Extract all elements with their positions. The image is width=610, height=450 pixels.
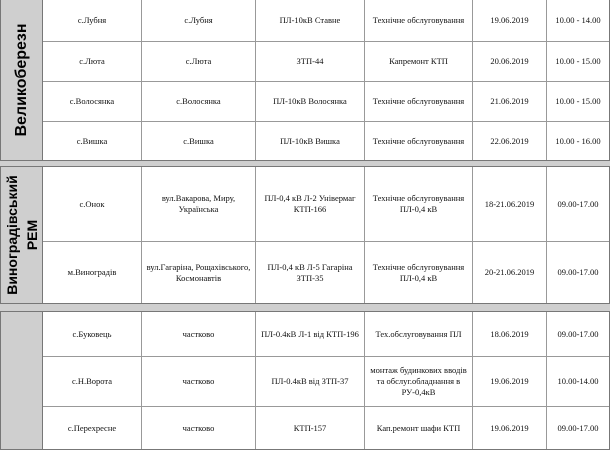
object-cell: ПЛ-10кВ Волосянка [255, 82, 364, 121]
object-cell: ПЛ-0,4 кВ Л-2 Універмаг КТП-166 [255, 167, 364, 241]
work-cell: Технічне обслуговування [364, 0, 472, 41]
time-cell: 09.00-17.00 [546, 407, 609, 449]
object-cell: КТП-157 [255, 407, 364, 449]
work-cell: Технічне обслуговування ПЛ-0,4 кВ [364, 167, 472, 241]
table-row [43, 81, 609, 121]
work-cell: Кап.ремонт шафи КТП [364, 407, 472, 449]
table-row [43, 41, 609, 81]
work-cell: Технічне обслуговування ПЛ-0,4 кВ [364, 242, 472, 303]
section-velykobereznyi [0, 0, 610, 161]
time-cell: 09.00-17.00 [546, 167, 609, 241]
time-cell: 10.00 - 16.00 [546, 122, 609, 160]
time-cell: 10.00 - 15.00 [546, 82, 609, 121]
date-cell: 19.06.2019 [472, 0, 546, 41]
streets-cell: с.Волосянка [141, 82, 255, 121]
date-cell: 20-21.06.2019 [472, 242, 546, 303]
object-cell: ПЛ-0.4кВ Л-1 від КТП-196 [255, 312, 364, 356]
streets-cell: с.Вишка [141, 122, 255, 160]
rem-label: Великоберезн [12, 22, 30, 137]
date-cell: 19.06.2019 [472, 407, 546, 449]
rem-sidebar [1, 167, 43, 303]
settlement-cell: с.Н.Ворота [71, 376, 113, 386]
date-cell: 19.06.2019 [472, 357, 546, 406]
date-cell: 18.06.2019 [472, 312, 546, 356]
streets-cell: частково [141, 407, 255, 449]
streets-cell: вул.Гагаріна, Рощахівського, Космонавтів [141, 242, 255, 303]
settlement-cell: с.Онок [79, 198, 105, 209]
streets-cell: вул.Вакарова, Миру, Українська [141, 167, 255, 241]
time-cell: 10.00-14.00 [546, 357, 609, 406]
section-third-rem [0, 311, 610, 450]
section-vynohradivskyi [0, 166, 610, 304]
time-cell: 10.00 - 15.00 [546, 42, 609, 81]
streets-cell: частково [141, 357, 255, 406]
date-cell: 21.06.2019 [472, 82, 546, 121]
section-divider [0, 304, 610, 311]
settlement-cell: с.Буковець [72, 328, 112, 339]
settlement-cell: с.Лубня [77, 14, 107, 25]
work-cell: Технічне обслуговування [364, 82, 472, 121]
object-cell: ЗТП-44 [255, 42, 364, 81]
table-row [43, 121, 609, 160]
settlement-cell: с.Перехресне [67, 422, 117, 433]
table-row [43, 312, 609, 356]
work-cell: Капремонт КТП [364, 42, 472, 81]
settlement-cell: с.Вишка [76, 135, 108, 146]
streets-cell: частково [141, 312, 255, 356]
table-row [43, 356, 609, 406]
object-cell: ПЛ-10кВ Ставне [255, 0, 364, 41]
streets-cell: с.Лубня [141, 0, 255, 41]
rem-sidebar [1, 0, 43, 160]
object-cell: ПЛ-10кВ Вишка [255, 122, 364, 160]
object-cell: ПЛ-0.4кВ від ЗТП-37 [255, 357, 364, 406]
table-row [43, 167, 609, 241]
date-cell: 18-21.06.2019 [472, 167, 546, 241]
date-cell: 22.06.2019 [472, 122, 546, 160]
streets-cell: с.Люта [141, 42, 255, 81]
date-cell: 20.06.2019 [472, 42, 546, 81]
time-cell: 10.00 - 14.00 [546, 0, 609, 41]
work-cell: Тех.обслуговування ПЛ [364, 312, 472, 356]
table-row [43, 406, 609, 449]
rem-label: Виноградівський РЕМ [3, 175, 40, 295]
time-cell: 09.00-17.00 [546, 312, 609, 356]
time-cell: 09.00-17.00 [546, 242, 609, 303]
settlement-cell: м.Виноградів [67, 267, 117, 277]
table-row [43, 0, 609, 41]
object-cell: ПЛ-0,4 кВ Л-5 Гагаріна ЗТП-35 [255, 242, 364, 303]
table-row [43, 241, 609, 303]
work-cell: Технічне обслуговування [364, 122, 472, 160]
settlement-cell: с.Люта [79, 56, 105, 66]
rem-sidebar [1, 312, 43, 449]
settlement-cell: с.Волосянка [69, 96, 115, 106]
work-cell: монтаж будинкових вводів та обслуг.обладнання в РУ-0,4кВ [364, 357, 472, 406]
